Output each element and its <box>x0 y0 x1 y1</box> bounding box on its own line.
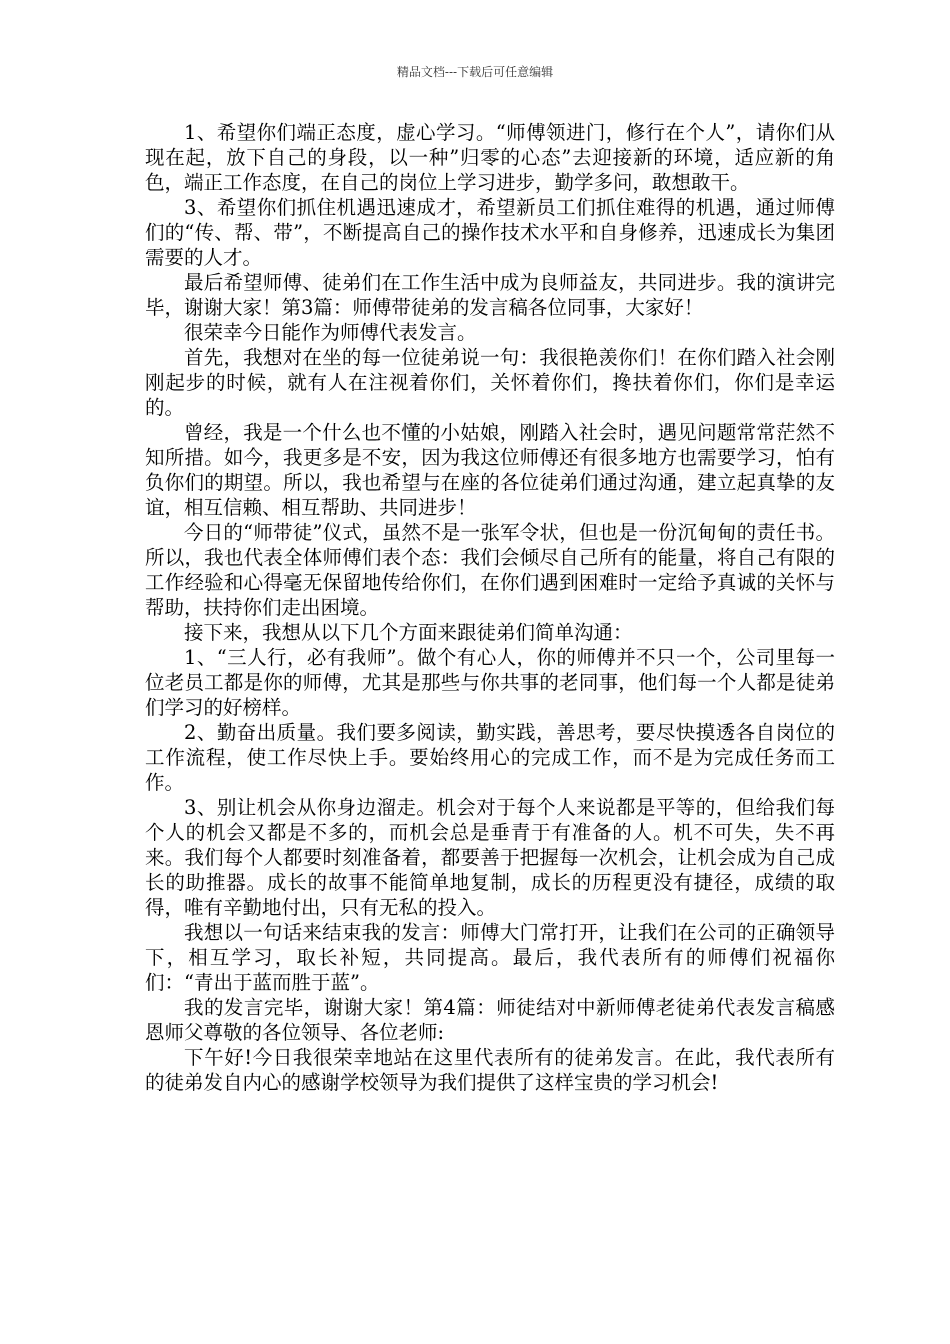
paragraph: 下午好!今日我很荣幸地站在这里代表所有的徒弟发言。在此，我代表所有的徒弟发自内心的感谢学校领导为我们提供了这样宝贵的学习机会! <box>145 1046 835 1094</box>
paragraph: 3、别让机会从你身边溜走。机会对于每个人来说都是平等的，但给我们每个人的机会又都是不多的，而机会总是垂青于有准备的人。机不可失，失不再来。我们每个人都要时刻准备着，都要善于把握每一次机会，让机会成为自己成长的助推器。成长的故事不能简单地复制，成长的历程更没有捷径，成绩的取得，唯有辛勤地付出，只有无私的投入。 <box>145 796 835 919</box>
document-body <box>145 120 835 1095</box>
paragraph: 最后希望师傅、徒弟们在工作生活中成为良师益友，共同进步。我的演讲完毕，谢谢大家！第3篇：师傅带徒弟的发言稿各位同事，大家好！ <box>145 271 835 319</box>
paragraph: 接下来，我想从以下几个方面来跟徒弟们简单沟通： <box>184 621 633 644</box>
paragraph: 3、希望你们抓住机遇迅速成才，希望新员工们抓住难得的机遇，通过师傅们的“传、帮、带”，不断提高自己的操作技术水平和自身修养，迅速成长为集团需要的人才。 <box>145 196 835 269</box>
paragraph: 首先，我想对在坐的每一位徒弟说一句：我很艳羡你们！在你们踏入社会刚刚起步的时候，就有人在注视着你们，关怀着你们，搀扶着你们，你们是幸运的。 <box>145 346 835 419</box>
page-header: 精品文档---下载后可任意编辑 <box>396 65 554 79</box>
paragraph: 我想以一句话来结束我的发言：师傅大门常打开，让我们在公司的正确领导下，相互学习，取长补短，共同提高。最后，我代表所有的师傅们祝福你们：“青出于蓝而胜于蓝”。 <box>145 921 835 994</box>
paragraph: 很荣幸今日能作为师傅代表发言。 <box>184 321 477 344</box>
paragraph: 我的发言完毕，谢谢大家！第4篇：师徒结对中新师傅老徒弟代表发言稿感恩师父尊敬的各位领导、各位老师: <box>145 996 835 1044</box>
paragraph: 1、“三人行，必有我师”。做个有心人，你的师傅并不只一个，公司里每一位老员工都是你的师傅，尤其是那些与你共事的老同事，他们每一个人都是徒弟们学习的好榜样。 <box>145 646 835 719</box>
paragraph: 今日的“师带徒”仪式，虽然不是一张军令状，但也是一份沉甸甸的责任书。所以，我也代表全体师傅们表个态：我们会倾尽自己所有的能量，将自己有限的工作经验和心得毫无保留地传给你们，在你们遇到困难时一定给予真诚的关怀与帮助，扶持你们走出困境。 <box>145 521 835 619</box>
paragraph: 曾经，我是一个什么也不懂的小姑娘，刚踏入社会时，遇见问题常常茫然不知所措。如今，我更多是不安，因为我这位师傅还有很多地方也需要学习，怕有负你们的期望。所以，我也希望与在座的各位徒弟们通过沟通，建立起真挚的友谊，相互信赖、相互帮助、共同进步！ <box>145 421 835 519</box>
paragraph: 1、希望你们端正态度，虚心学习。“师傅领进门，修行在个人”，请你们从现在起，放下自己的身段，以一种”归零的心态”去迎接新的环境，适应新的角色，端正工作态度，在自己的岗位上学习进步，勤学多问，敢想敢干。 <box>145 121 835 194</box>
paragraph: 2、勤奋出质量。我们要多阅读，勤实践，善思考，要尽快摸透各自岗位的工作流程，使工作尽快上手。要始终用心的完成工作，而不是为完成任务而工作。 <box>145 721 835 794</box>
